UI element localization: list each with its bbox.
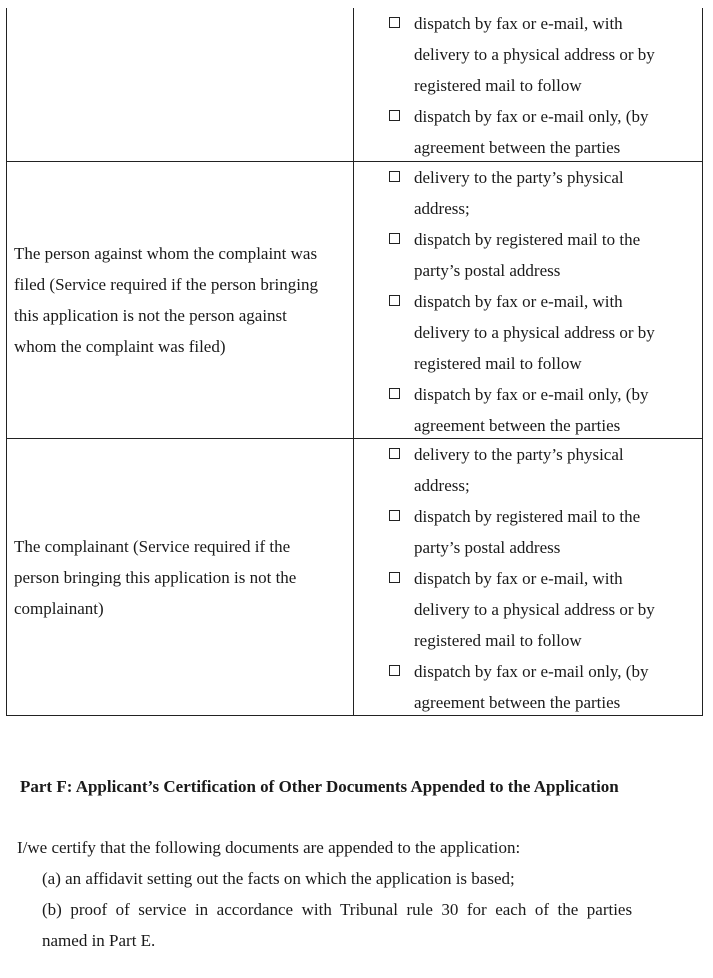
list-item-continuation: named in Part E. (42, 931, 156, 950)
party-cell (7, 439, 354, 715)
option-text: dispatch by fax or e-mail, with (414, 569, 623, 588)
option-text: registered mail to follow (414, 76, 582, 95)
checkbox[interactable] (389, 171, 400, 182)
option-text: agreement between the parties (414, 138, 621, 157)
option-text: dispatch by fax or e-mail only, (by (414, 107, 649, 126)
party-label-line: person bringing this application is not the (14, 567, 297, 587)
list-item: (b) proof of service in accordance with Tribunal rule 30 for each of the parties (42, 900, 633, 919)
party-label (14, 238, 318, 362)
option-registered-mail[interactable] (389, 501, 702, 563)
party-label-line: whom the complaint was filed) (14, 337, 226, 356)
option-text: dispatch by fax or e-mail, with (414, 14, 623, 33)
part-f-heading: Part F: Applicant’s Certification of Other Documents Appended to the Application (20, 777, 619, 796)
checkbox[interactable] (389, 17, 400, 28)
option-fax-email-only[interactable] (389, 656, 702, 718)
option-text: delivery to a physical address or by (414, 323, 655, 342)
party-label-line: filed (Service required if the person bringing (14, 275, 319, 294)
service-table (6, 8, 703, 716)
option-registered-mail[interactable] (389, 224, 702, 286)
checkbox[interactable] (389, 110, 400, 121)
party-label-line: The person against whom the complaint was (14, 244, 318, 263)
option-text: address; (414, 476, 470, 495)
option-text: delivery to the party’s physical (414, 168, 624, 187)
option-text: dispatch by fax or e-mail only, (by (414, 385, 649, 404)
option-text: delivery to the party’s physical (414, 445, 624, 464)
party-label (14, 531, 296, 624)
options-cell (354, 439, 702, 715)
option-text: dispatch by registered mail to the (414, 507, 641, 526)
checkbox[interactable] (389, 233, 400, 244)
table-row (7, 8, 702, 161)
option-text: dispatch by fax or e-mail, with (414, 292, 623, 311)
option-text: registered mail to follow (414, 354, 582, 373)
checkbox[interactable] (389, 665, 400, 676)
option-fax-email-with-delivery[interactable] (389, 286, 702, 379)
option-physical-delivery[interactable] (389, 439, 702, 501)
checkbox[interactable] (389, 448, 400, 459)
option-text: agreement between the parties (414, 693, 621, 712)
option-text: registered mail to follow (414, 631, 582, 650)
certify-statement: I/we certify that the following documents are appended to the application: (17, 838, 521, 857)
checkbox[interactable] (389, 572, 400, 583)
option-text: party’s postal address (414, 261, 561, 280)
option-fax-email-only[interactable] (389, 101, 702, 163)
option-fax-email-only[interactable] (389, 379, 702, 441)
checkbox[interactable] (389, 295, 400, 306)
option-physical-delivery[interactable] (389, 162, 702, 224)
option-text: dispatch by registered mail to the (414, 230, 641, 249)
table-row (7, 161, 702, 438)
table-row (7, 438, 702, 715)
option-fax-email-with-delivery[interactable] (389, 8, 702, 101)
party-cell (7, 162, 354, 438)
option-text: delivery to a physical address or by (414, 600, 655, 619)
party-label-line: this application is not the person against (14, 306, 287, 325)
party-cell (7, 8, 354, 161)
party-label-line: complainant) (14, 598, 104, 618)
list-item: (a) an affidavit setting out the facts on which the application is based; (42, 869, 515, 888)
checkbox[interactable] (389, 388, 400, 399)
party-label-line: The complainant (Service required if the (14, 536, 291, 556)
checkbox[interactable] (389, 510, 400, 521)
option-text: agreement between the parties (414, 416, 621, 435)
option-text: address; (414, 199, 470, 218)
option-text: dispatch by fax or e-mail only, (by (414, 662, 649, 681)
options-cell (354, 162, 702, 438)
options-cell (354, 8, 702, 161)
option-text: party’s postal address (414, 538, 561, 557)
option-text: delivery to a physical address or by (414, 45, 655, 64)
option-fax-email-with-delivery[interactable] (389, 563, 702, 656)
